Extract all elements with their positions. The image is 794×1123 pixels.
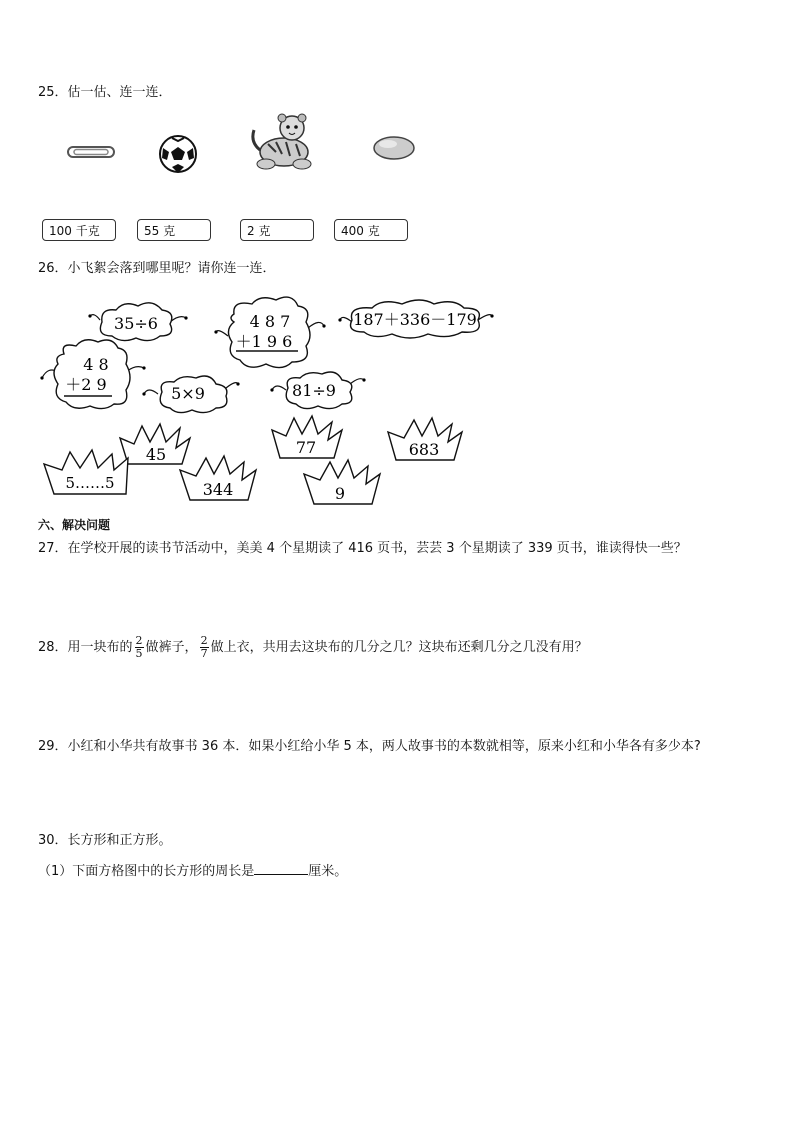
- q30-sub-prefix: （1）下面方格图中的长方形的周长是: [38, 864, 255, 879]
- grass-5-5-text: 5……5: [65, 474, 115, 492]
- grass-9: [304, 460, 380, 504]
- grass-344: [180, 456, 256, 500]
- cloud-1-text: 35÷6: [114, 314, 158, 333]
- weight-box-2g: 2 克: [240, 219, 314, 241]
- question-29: 29．小红和小华共有故事书 36 本．如果小红给小华 5 本，两人故事书的本数就相等，原来小红和小华各有多少本?: [38, 739, 701, 754]
- cloud-2-bottom: ＋1 9 6: [235, 332, 293, 351]
- weight-box-400g: 400 克: [334, 219, 408, 241]
- grass-683-text: 683: [408, 440, 440, 459]
- section-6-heading: 六、解决问题: [38, 518, 111, 532]
- paperclip-icon: [66, 140, 118, 164]
- fraction-two-sevenths: $\frac{2}{7}$: [200, 634, 208, 660]
- cloud-35-div-6: [88, 303, 187, 341]
- cloud-5-times-9: [142, 376, 239, 413]
- grass-9-text: 9: [334, 484, 346, 503]
- cloud-48-plus-29: [40, 340, 145, 409]
- cloud-187-plus-336-minus-179: [338, 300, 493, 338]
- cloud-5-text: 5×9: [171, 384, 205, 403]
- cloud-81-div-9: [270, 372, 365, 409]
- grass-45: [120, 424, 190, 464]
- q28-suffix: 做上衣，共用去这块布的几分之几？这块布还剩几分之几没有用？: [210, 640, 588, 655]
- grass-5-remainder-5: [44, 450, 128, 494]
- question-30-title: 30．长方形和正方形。: [38, 833, 172, 848]
- soccer-ball-icon: [158, 134, 200, 174]
- weight-box-55g: 55 克: [137, 219, 211, 241]
- answer-blank[interactable]: [254, 862, 308, 875]
- q30-sub-suffix: 厘米。: [308, 864, 348, 879]
- question-25-title: 25．估一估、连一连．: [38, 85, 172, 100]
- cloud-4-top: 4 8: [83, 355, 109, 374]
- dandelion-diagram: [30, 292, 510, 514]
- question-26-title: 26．小飞絮会落到哪里呢？请你连一连．: [38, 261, 276, 276]
- grass-77-text: 77: [295, 438, 317, 457]
- tiger-toy-icon: [246, 112, 318, 170]
- weight-box-100kg: 100 千克: [42, 219, 116, 241]
- cloud-4-bottom: ＋2 9: [65, 375, 107, 394]
- grass-683: [388, 418, 462, 460]
- egg-icon: [372, 134, 418, 162]
- question-30-part-1: [38, 862, 347, 881]
- cloud-3-text: 187＋336－179: [353, 310, 477, 329]
- cloud-6-text: 81÷9: [292, 381, 336, 400]
- grass-344-text: 344: [202, 480, 234, 499]
- cloud-487-plus-196: [214, 297, 325, 367]
- q28-mid: 做裤子，: [145, 640, 198, 655]
- question-27: 27．在学校开展的读书节活动中，美美 4 个星期读了 416 页书，芸芸 3 个星期读了 339 页书，谁读得快一些？: [38, 541, 687, 556]
- grass-45-text: 45: [145, 445, 167, 464]
- q28-prefix: 28．用一块布的: [38, 640, 133, 655]
- grass-77: [272, 416, 342, 458]
- cloud-2-top: 4 8 7: [249, 312, 291, 331]
- question-28: [38, 630, 588, 666]
- fraction-two-fifths: $\frac{2}{5}$: [135, 634, 143, 660]
